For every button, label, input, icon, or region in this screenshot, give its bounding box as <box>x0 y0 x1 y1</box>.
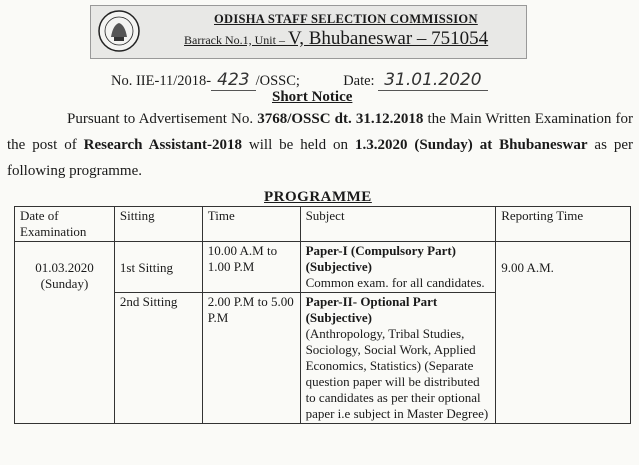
subject-cell: Paper-II- Optional Part (Subjective) (Anthropology, Tribal Studies, Sociology, Social Work, Applied Economics, Statistics) (Separate question paper will be distributed to candidates as per their optional paper i.e subject in Master Degree) <box>300 293 496 424</box>
notice-date: 31.01.2020 <box>378 70 487 91</box>
exam-date-cell: 01.03.2020 (Sunday) <box>15 242 115 424</box>
notice-paragraph: Pursuant to Advertisement No. 3768/OSSC dt. 31.12.2018 the Main Written Examination for the post of Research Assistant-2018 will be held on 1.3.2020 (Sunday) at Bhubaneswar as per following programme. <box>7 111 634 179</box>
programme-table <box>14 206 631 424</box>
reference-number: 423 <box>211 70 255 91</box>
table-row <box>15 242 631 293</box>
time-cell: 2.00 P.M to 5.00 P.M <box>202 293 300 424</box>
time-cell: 10.00 A.M to 1.00 P.M <box>202 242 300 293</box>
reference-line: No. IIE-11/2018- 423 /OSSC; Date: 31.01.2020 <box>111 70 488 90</box>
odisha-emblem-icon <box>97 9 141 53</box>
reporting-time-cell: 9.00 A.M. <box>496 242 631 424</box>
sitting-cell: 2nd Sitting <box>114 293 202 424</box>
letterhead <box>90 5 527 59</box>
header-subject: Subject <box>300 207 496 242</box>
header-reporting: Reporting Time <box>496 207 631 242</box>
header-sitting: Sitting <box>114 207 202 242</box>
organization-name: ODISHA STAFF SELECTION COMMISSION <box>214 12 478 26</box>
programme-heading: PROGRAMME <box>264 189 372 205</box>
subject-cell: Paper-I (Compulsory Part) (Subjective) Common exam. for all candidates. <box>300 242 496 293</box>
header-time: Time <box>202 207 300 242</box>
header-date: Date of Examination <box>15 207 115 242</box>
notice-title: Short Notice <box>272 89 353 105</box>
table-header-row <box>15 207 631 242</box>
address: Barrack No.1, Unit – V, Bhubaneswar – 751054 <box>184 28 489 49</box>
sitting-cell: 1st Sitting <box>114 242 202 293</box>
